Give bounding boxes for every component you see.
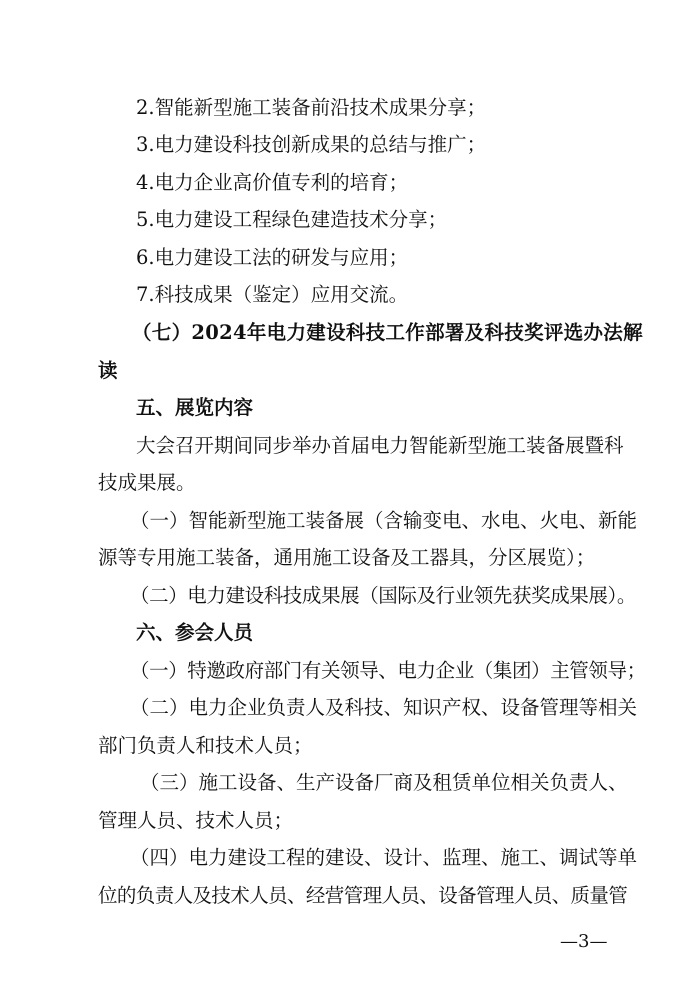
- section-heading-exhibition: 五、展览内容: [136, 396, 254, 419]
- list-item-6: 6.电力建设工法的研发与应用；: [136, 246, 409, 269]
- list-item-3: 3.电力建设科技创新成果的总结与推广；: [136, 133, 487, 156]
- exhibition-item-1-continued: 源等专用施工装备，通用施工设备及工器具，分区展览）；: [98, 546, 596, 569]
- section-heading-attendees: 六、参会人员: [136, 621, 254, 644]
- attendee-item-4: （四）电力建设工程的建设、设计、监理、施工、调试等单: [130, 846, 638, 869]
- page-number: —3—: [560, 931, 608, 952]
- list-item-7: 7.科技成果（鉴定）应用交流。: [136, 283, 409, 306]
- attendee-item-2: （二）电力企业负责人及科技、知识产权、设备管理等相关: [130, 696, 638, 719]
- exhibition-item-2: （二）电力建设科技成果展（国际及行业领先获奖成果展）。: [130, 584, 636, 607]
- paragraph-exhibition: 大会召开期间同步举办首届电力智能新型施工装备展暨科: [136, 434, 624, 457]
- subheading-7: （七）2024年电力建设科技工作部署及科技奖评选办法解: [132, 321, 643, 344]
- attendee-item-3-continued: 管理人员、技术人员；: [98, 809, 294, 832]
- paragraph-exhibition-continued: 技成果展。: [98, 471, 196, 494]
- attendee-item-2-continued: 部门负责人和技术人员；: [98, 734, 313, 757]
- attendee-item-3: （三）施工设备、生产设备厂商及租赁单位相关负责人、: [140, 771, 628, 794]
- exhibition-item-1: （一）智能新型施工装备展（含输变电、水电、火电、新能: [130, 509, 638, 532]
- list-item-4: 4.电力企业高价值专利的培育；: [136, 171, 409, 194]
- attendee-item-4-continued: 位的负责人及技术人员、经营管理人员、设备管理人员、质量管: [98, 884, 628, 907]
- attendee-item-1: （一）特邀政府部门有关领导、电力企业（集团）主管领导；: [130, 659, 646, 682]
- list-item-5: 5.电力建设工程绿色建造技术分享；: [136, 208, 448, 231]
- list-item-2: 2.智能新型施工装备前沿技术成果分享；: [136, 96, 487, 119]
- subheading-7-continued: 读: [98, 359, 118, 382]
